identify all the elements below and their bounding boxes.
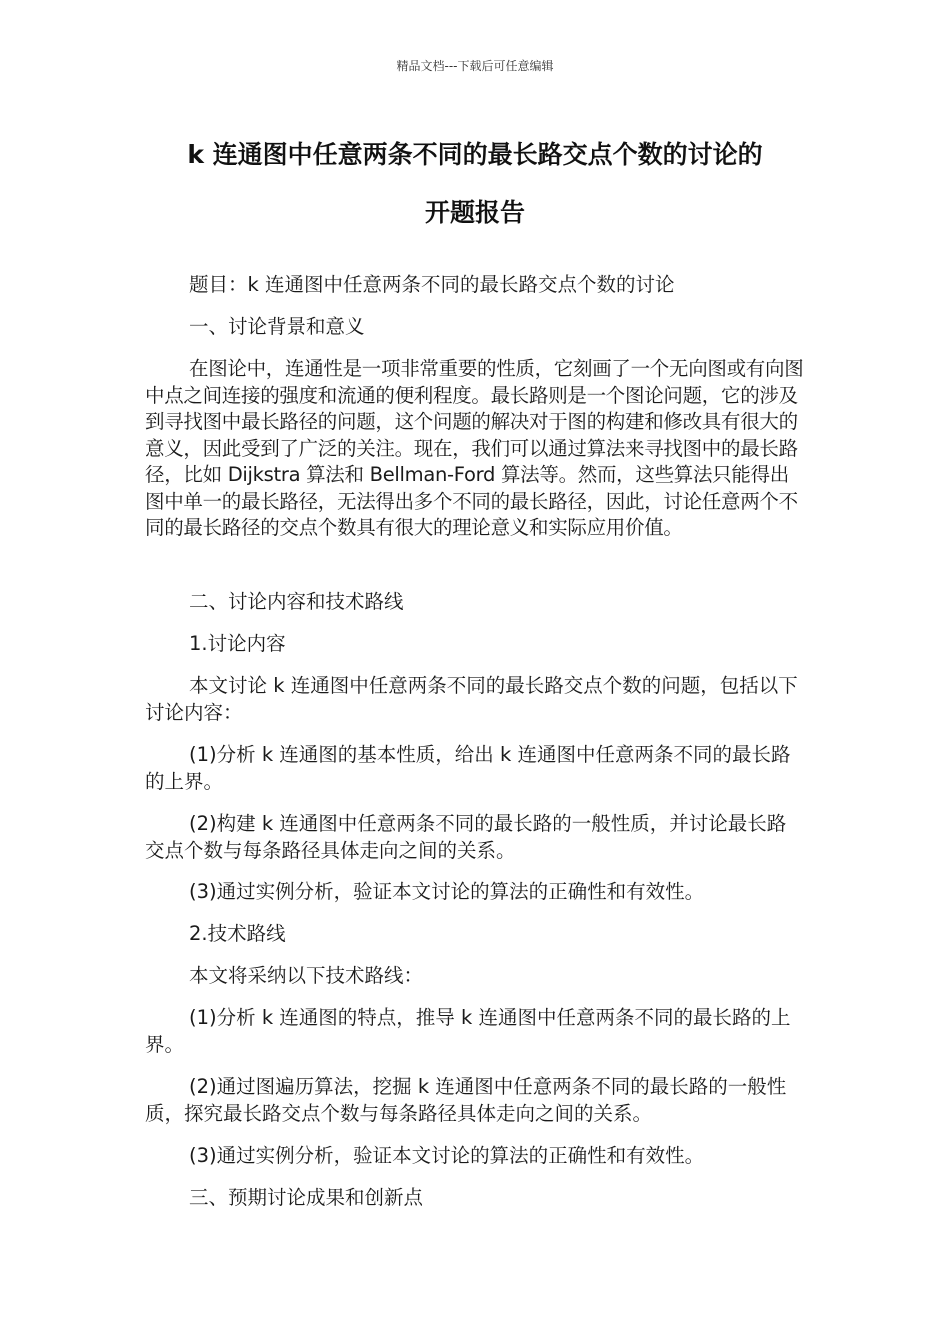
section-3-heading: 三、预期讨论成果和创新点: [189, 1186, 424, 1209]
topic-line: 题目：k 连通图中任意两条不同的最长路交点个数的讨论: [189, 273, 675, 296]
subsection-2-heading: 2.技术路线: [189, 922, 286, 945]
subsection-2-item-3: (3)通过实例分析，验证本文讨论的算法的正确性和有效性。: [189, 1144, 705, 1167]
subsection-1-item-2: (2)构建 k 连通图中任意两条不同的最长路的一般性质，并讨论最长路交点个数与每条路径具体走向之间的关系。: [145, 812, 787, 862]
subsection-2-intro: 本文将采纳以下技术路线：: [189, 964, 424, 987]
subsection-2-item-1: (1)分析 k 连通图的特点，推导 k 连通图中任意两条不同的最长路的上界。: [145, 1006, 791, 1056]
subsection-1-item-3: (3)通过实例分析，验证本文讨论的算法的正确性和有效性。: [189, 880, 705, 903]
section-2-heading: 二、讨论内容和技术路线: [189, 590, 404, 613]
document-title-line-1: k 连通图中任意两条不同的最长路交点个数的讨论的: [187, 140, 763, 169]
header-note: 精品文档---下载后可任意编辑: [396, 59, 554, 73]
subsection-1-heading: 1.讨论内容: [189, 632, 286, 655]
subsection-1-item-1: (1)分析 k 连通图的基本性质，给出 k 连通图中任意两条不同的最长路的上界。: [145, 743, 791, 793]
subsection-2-item-2: (2)通过图遍历算法，挖掘 k 连通图中任意两条不同的最长路的一般性质，探究最长路交点个数与每条路径具体走向之间的关系。: [145, 1075, 787, 1125]
subsection-1-intro: 本文讨论 k 连通图中任意两条不同的最长路交点个数的问题，包括以下讨论内容：: [145, 674, 798, 724]
document-title-line-2: 开题报告: [424, 198, 525, 227]
section-1-paragraph: 在图论中，连通性是一项非常重要的性质，它刻画了一个无向图或有向图中点之间连接的强度和流通的便利程度。最长路则是一个图论问题，它的涉及到寻找图中最长路径的问题，这个问题的解决对于图的构建和修改具有很大的意义，因此受到了广泛的关注。现在，我们可以通过算法来寻找图中的最长路径，比如 Dijkstra 算法和 Bellman-Ford 算法等。然而，这些算法只能得出图中单一的最长路径，无法得出多个不同的最长路径，因此，讨论任意两个不同的最长路径的交点个数具有很大的理论意义和实际应用价值。: [145, 357, 804, 539]
section-1-heading: 一、讨论背景和意义: [189, 315, 365, 338]
